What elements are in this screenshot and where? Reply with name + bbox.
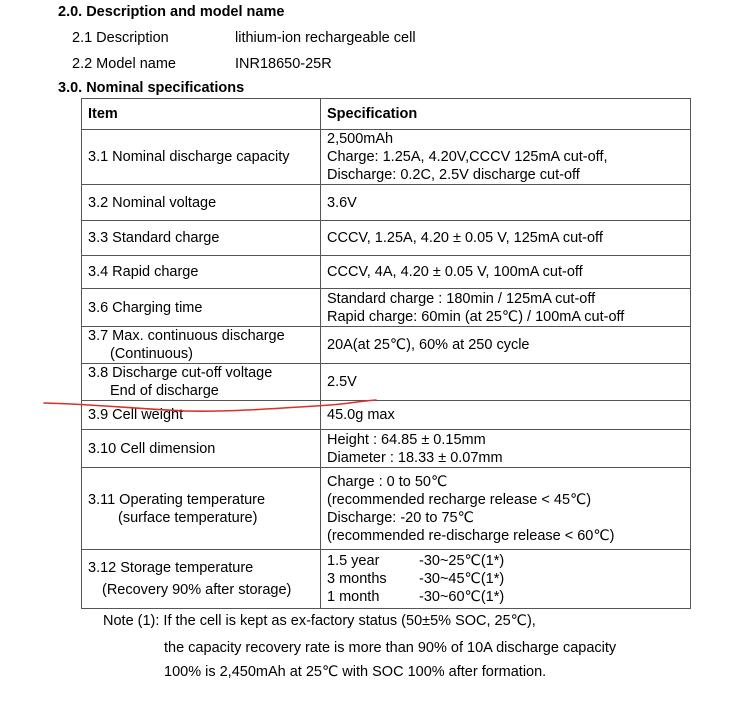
storage-period: 1.5 year xyxy=(327,553,380,569)
row-item: 3.1 Nominal discharge capacity xyxy=(82,130,321,185)
item-line: 3.11 Operating temperature xyxy=(88,491,266,508)
row-item: 3.4 Rapid charge xyxy=(82,256,321,289)
spec-line: Discharge: 0.2C, 2.5V discharge cut-off xyxy=(327,167,580,183)
header-item: Item xyxy=(82,99,321,130)
table-row xyxy=(82,221,691,256)
table-header-row xyxy=(82,99,691,130)
table-row xyxy=(82,468,691,550)
table-row xyxy=(82,364,691,401)
storage-period: 1 month xyxy=(327,589,380,605)
item-line: End of discharge xyxy=(110,383,219,399)
table-row xyxy=(82,430,691,468)
heading-2-0: 2.0. Description and model name xyxy=(58,4,285,20)
row-spec: CCCV, 4A, 4.20 ± 0.05 V, 100mA cut-off xyxy=(321,256,691,289)
description-value: lithium-ion rechargeable cell xyxy=(235,30,416,46)
storage-range: -30~45℃(1*) xyxy=(419,571,505,587)
storage-line xyxy=(327,570,684,588)
item-line: (surface temperature) xyxy=(118,509,258,526)
row-spec xyxy=(321,430,691,468)
row-spec: 2.5V xyxy=(321,364,691,401)
row-spec: 20A(at 25℃), 60% at 250 cycle xyxy=(321,327,691,364)
item-line: 3.8 Discharge cut-off voltage xyxy=(88,365,273,381)
spec-table xyxy=(81,98,691,609)
spec-line: (recommended re-discharge release < 60℃) xyxy=(327,527,615,544)
row-item xyxy=(82,364,321,401)
spec-line: Rapid charge: 60min (at 25℃) / 100mA cut-off xyxy=(327,308,625,325)
row-item: 3.9 Cell weight xyxy=(82,401,321,430)
storage-line xyxy=(327,588,684,606)
table-row xyxy=(82,185,691,221)
table-row xyxy=(82,256,691,289)
storage-range: -30~25℃(1*) xyxy=(419,553,505,569)
spec-line: Diameter : 18.33 ± 0.07mm xyxy=(327,449,503,466)
row-item: 3.3 Standard charge xyxy=(82,221,321,256)
description-label: 2.1 Description xyxy=(72,30,169,46)
table-row xyxy=(82,401,691,430)
row-item: 3.2 Nominal voltage xyxy=(82,185,321,221)
row-spec xyxy=(321,468,691,550)
note-line-3: 100% is 2,450mAh at 25℃ with SOC 100% after formation. xyxy=(164,664,547,680)
row-spec xyxy=(321,289,691,327)
spec-line: Charge : 0 to 50℃ xyxy=(327,473,448,490)
row-spec: 45.0g max xyxy=(321,401,691,430)
model-name-label: 2.2 Model name xyxy=(72,56,176,72)
storage-period: 3 months xyxy=(327,571,387,587)
table-row xyxy=(82,327,691,364)
spec-line: Charge: 1.25A, 4.20V,CCCV 125mA cut-off, xyxy=(327,149,608,165)
storage-line xyxy=(327,552,684,570)
heading-3-0: 3.0. Nominal specifications xyxy=(58,80,245,96)
table-row xyxy=(82,289,691,327)
storage-range: -30~60℃(1*) xyxy=(419,589,505,605)
item-line: (Continuous) xyxy=(110,346,194,362)
row-item xyxy=(82,550,321,609)
spec-line: Standard charge : 180min / 125mA cut-off xyxy=(327,290,596,307)
row-item xyxy=(82,327,321,364)
row-spec: 3.6V xyxy=(321,185,691,221)
note-line-1: Note (1): If the cell is kept as ex-factory status (50±5% SOC, 25℃), xyxy=(103,613,536,629)
spec-line: Height : 64.85 ± 0.15mm xyxy=(327,431,486,448)
model-name-value: INR18650-25R xyxy=(235,56,332,72)
spec-line: Discharge: -20 to 75℃ xyxy=(327,509,474,526)
table-row xyxy=(82,550,691,609)
item-line: 3.7 Max. continuous discharge xyxy=(88,328,285,344)
spec-line: (recommended recharge release < 45℃) xyxy=(327,491,592,508)
note-line-2: the capacity recovery rate is more than 90% of 10A discharge capacity xyxy=(164,640,617,656)
row-spec xyxy=(321,130,691,185)
header-spec: Specification xyxy=(321,99,691,130)
table-row xyxy=(82,130,691,185)
item-line: 3.12 Storage temperature xyxy=(88,560,254,576)
row-item xyxy=(82,468,321,550)
row-spec xyxy=(321,550,691,609)
item-line: (Recovery 90% after storage) xyxy=(102,582,292,598)
row-item: 3.6 Charging time xyxy=(82,289,321,327)
row-spec: CCCV, 1.25A, 4.20 ± 0.05 V, 125mA cut-off xyxy=(321,221,691,256)
row-item: 3.10 Cell dimension xyxy=(82,430,321,468)
spec-line: 2,500mAh xyxy=(327,131,394,147)
